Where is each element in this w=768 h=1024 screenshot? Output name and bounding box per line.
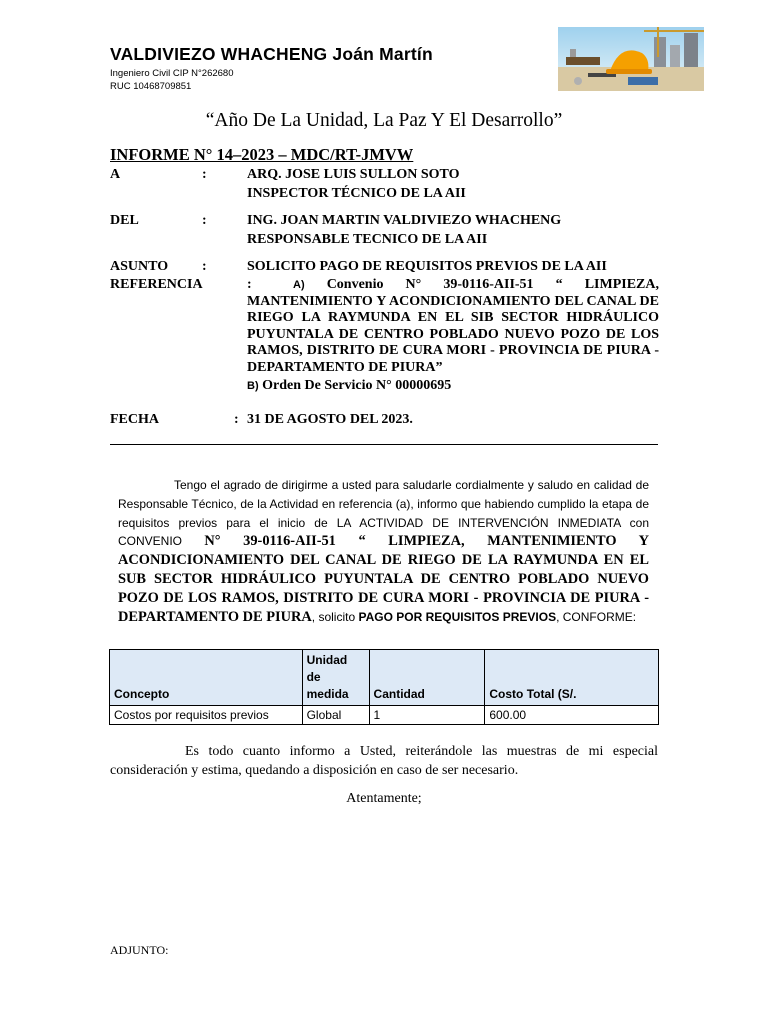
table-header-total-cost: Costo Total (S/. <box>485 650 659 706</box>
table-cell-unit: Global <box>302 706 369 725</box>
subject-label: ASUNTO <box>110 259 169 274</box>
to-label: A <box>110 167 121 182</box>
table-header-unit: Unidad de medida <box>302 650 369 706</box>
reference-label: REFERENCIA <box>110 277 203 292</box>
author-name: VALDIVIEZO WHACHENG Joán Martín <box>110 44 433 64</box>
from-sender-name: ING. JOAN MARTIN VALDIVIEZO WHACHENG <box>247 213 562 228</box>
reference-a-text: Convenio N° 39-0116-AII-51 “ LIMPIEZA, MANTENIMIENTO Y ACONDICIONAMIENTO DEL CANAL DE RIEGO LA RAYMUNDA EN EL SIB SECTOR HIDRÁULICO PUYUNTALA DE CENTRO POBLADO NUEVO POZO DE LOS RAMOS, DISTRITO DE CURA MORI - PROVINCIA DE PIURA - DEPARTAMENTO DE PIURA” <box>247 277 659 375</box>
author-ruc: RUC 10468709851 <box>110 81 192 92</box>
date-colon: : <box>234 412 239 427</box>
reference-colon: : <box>247 277 252 292</box>
sign-off: Atentamente; <box>346 791 422 806</box>
cost-table <box>109 649 659 725</box>
body-part-3: , solicito <box>311 609 356 624</box>
author-profession: Ingeniero Civil CIP N°262680 <box>110 68 234 79</box>
report-title: INFORME N° 14–2023 – MDC/RT-JMVW <box>110 145 414 164</box>
from-label: DEL <box>110 213 139 228</box>
closing-paragraph: Es todo cuanto informo a Usted, reiterándole las muestras de mi especial consideración y estima, quedando a disposición en caso de ser necesario. <box>110 744 658 778</box>
reference-b-tag: B) <box>247 379 259 392</box>
table-header-concept: Concepto <box>110 650 303 706</box>
to-recipient-title: INSPECTOR TÉCNICO DE LA AII <box>247 186 466 201</box>
to-recipient-name: ARQ. JOSE LUIS SULLON SOTO <box>247 167 460 182</box>
table-row <box>110 706 659 725</box>
to-colon: : <box>202 167 207 182</box>
table-header-quantity: Cantidad <box>369 650 485 706</box>
reference-block <box>247 277 659 394</box>
body-part-5: , CONFORME: <box>556 609 637 624</box>
body-convenio: N° 39-0116-AII-51 “ LIMPIEZA, MANTENIMIENTO Y ACONDICIONAMIENTO DEL CANAL DE RIEGO DE LA RAYMUNDA EN EL SUB SECTOR HIDRÁULICO PUYUNTALA DE CENTRO POBLADO NUEVO POZO DE LOS RAMOS, DISTRITO DE CURA MORI - PROVINCIA DE PIURA - DEPARTAMENTO DE PIURA <box>118 533 649 625</box>
attachment-label: ADJUNTO: <box>110 943 169 957</box>
date-value: 31 DE AGOSTO DEL 2023. <box>247 412 413 427</box>
subject-value: SOLICITO PAGO DE REQUISITOS PREVIOS DE LA AII <box>247 259 607 274</box>
body-request: PAGO POR REQUISITOS PREVIOS <box>358 609 557 624</box>
year-motto: “Año De La Unidad, La Paz Y El Desarrollo” <box>205 110 563 131</box>
table-cell-total-cost: 600.00 <box>485 706 659 725</box>
table-cell-quantity: 1 <box>369 706 485 725</box>
body-paragraph <box>118 476 649 626</box>
subject-colon: : <box>202 259 207 274</box>
reference-a-tag: A) <box>293 279 305 291</box>
header-divider <box>110 444 658 445</box>
table-cell-concept: Costos por requisitos previos <box>110 706 303 725</box>
body-part-1: Tengo el agrado de dirigirme a usted para saludarle cordialmente y saludo en calidad de Responsable Técnico, de la Actividad en referencia (a), informo que habiendo cumplido la etapa de requisitos previos para el inicio de LA ACTIVIDAD DE INTERVENCIÓN INMEDIATA con CONVENIO <box>118 478 649 549</box>
table-header-row <box>110 650 659 706</box>
from-colon: : <box>202 213 207 228</box>
reference-b-text: Orden De Servicio N° 00000695 <box>262 377 452 393</box>
construction-logo-image <box>558 27 704 91</box>
from-sender-title: RESPONSABLE TECNICO DE LA AII <box>247 232 488 247</box>
date-label: FECHA <box>110 412 159 427</box>
